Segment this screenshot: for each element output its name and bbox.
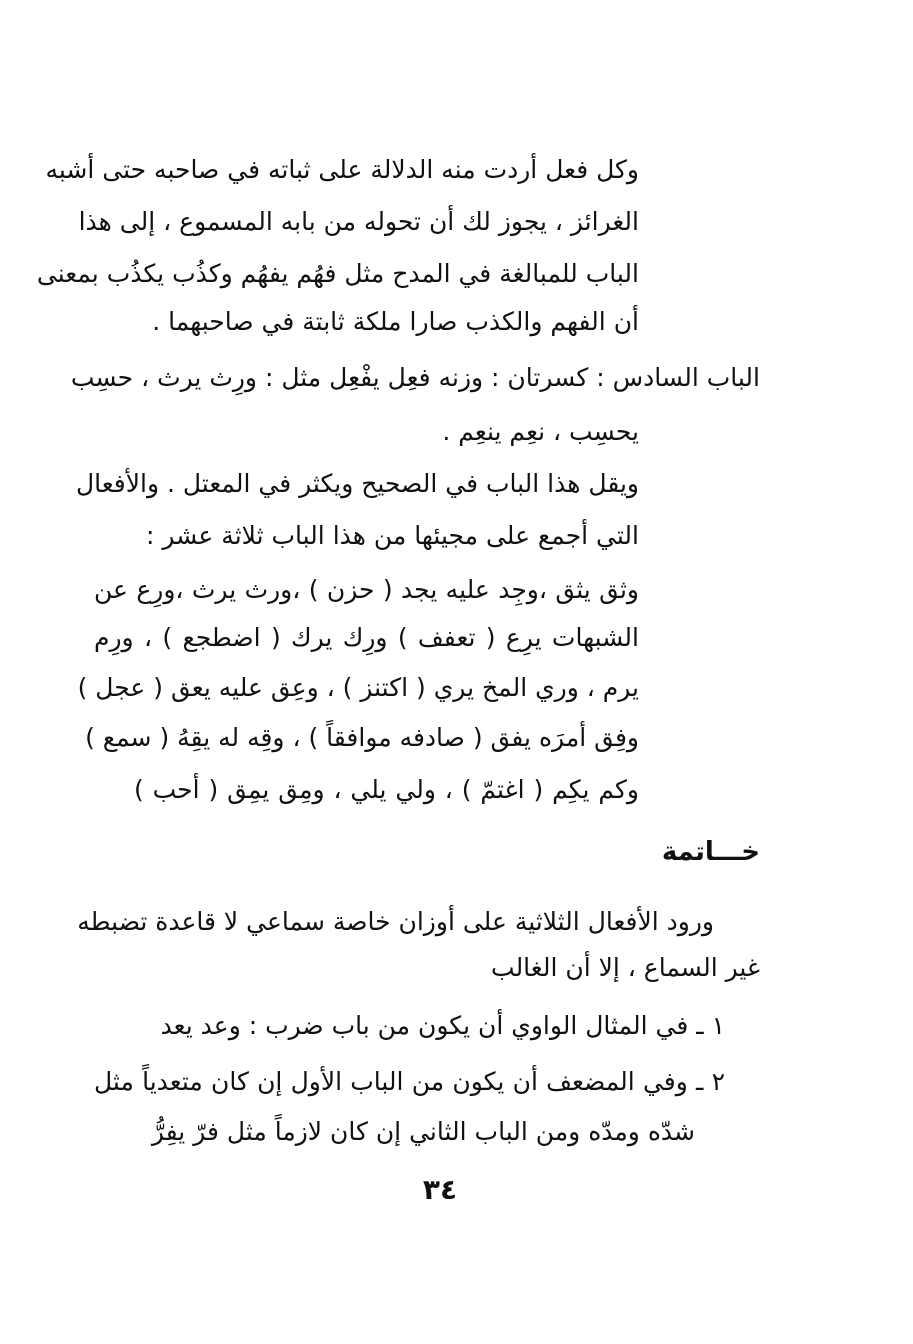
section-line: يحسِب ، نعِم ينعِم . bbox=[442, 417, 639, 446]
verb-list-line: وفِق أمرَه يفق ( صادفه موافقاً ) ، وقِه له يقِهُ ( سمع ) bbox=[85, 723, 639, 752]
page-number: ٣٤ bbox=[422, 1173, 458, 1206]
paragraph-line: وكل فعل أردت منه الدلالة على ثباته في صاحبه حتى أشبه bbox=[45, 155, 639, 184]
paragraph-line: الباب للمبالغة في المدح مثل فهُم يفهُم وكذُب يكذُب بمعنى bbox=[36, 259, 639, 288]
conclusion-item: ١ ـ في المثال الواوي أن يكون من باب ضرب : وعد يعد bbox=[160, 1011, 725, 1040]
conclusion-item-continuation: شدّه ومدّه ومن الباب الثاني إن كان لازماً مثل فرّ يفِرُّ bbox=[151, 1117, 695, 1146]
paragraph-line: التي أجمع على مجيئها من هذا الباب ثلاثة عشر : bbox=[145, 521, 639, 550]
paragraph-line: أن الفهم والكذب صارا ملكة ثابتة في صاحبهما . bbox=[152, 307, 639, 336]
verb-list-line: يرم ، وري المخ يري ( اكتنز ) ، وعِق عليه يعق ( عجل ) bbox=[77, 673, 639, 702]
verb-list-line: الشبهات يرِع ( تعفف ) ورِك يرك ( اضطجع ) ، ورِم bbox=[94, 623, 639, 652]
conclusion-item: ٢ ـ وفي المضعف أن يكون من الباب الأول إن كان متعدياً مثل bbox=[94, 1067, 725, 1096]
conclusion-line: غير السماع ، إلا أن الغالب bbox=[491, 953, 760, 982]
section-heading-line: الباب السادس : كسرتان : وزنه فعِل يفْعِل مثل : ورِث يرث ، حسِب bbox=[70, 363, 760, 392]
paragraph-line: الغرائز ، يجوز لك أن تحوله من بابه المسموع ، إلى هذا bbox=[78, 207, 639, 236]
verb-list-line: وثق يثق ،وجِد عليه يجد ( حزن ) ،ورث يرث ،ورِع عن bbox=[94, 575, 639, 604]
conclusion-line: ورود الأفعال الثلاثية على أوزان خاصة سماعي لا قاعدة تضبطه bbox=[77, 907, 714, 936]
verb-list-line: وكم يكِم ( اغتمّ ) ، ولي يلي ، ومِق يمِق ( أحب ) bbox=[134, 775, 639, 804]
paragraph-line: ويقل هذا الباب في الصحيح ويكثر في المعتل . والأفعال bbox=[75, 469, 639, 498]
conclusion-heading: خـــاتمة bbox=[661, 837, 760, 867]
